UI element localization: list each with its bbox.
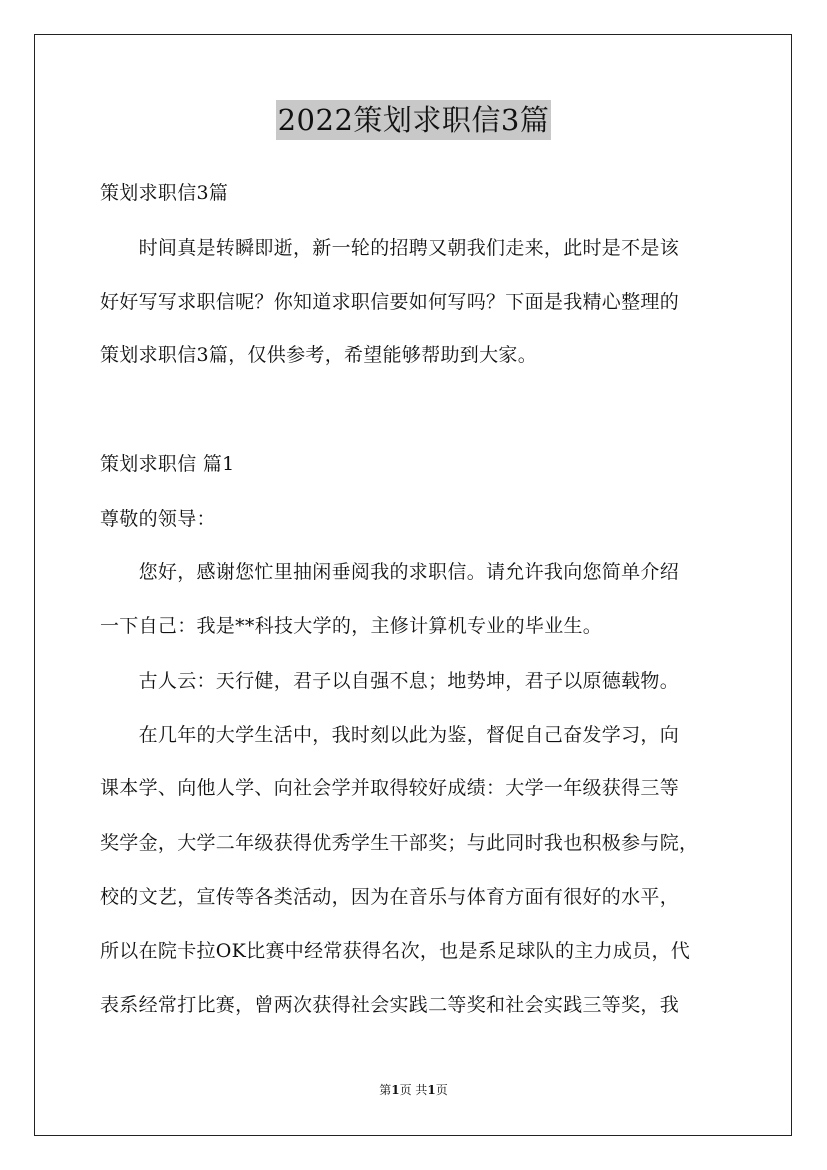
paragraph-line: 策划求职信3篇，仅供参考，希望能够帮助到大家。 xyxy=(100,344,537,366)
page-footer xyxy=(0,1082,827,1098)
paragraph-line: 校的文艺，宣传等各类活动，因为在音乐与体育方面有很好的水平， xyxy=(100,886,680,908)
footer-middle: 页 共 xyxy=(399,1083,428,1097)
section-heading: 策划求职信 篇1 xyxy=(100,453,235,475)
paragraph-line: 课本学、向他人学、向社会学并取得较好成绩：大学一年级获得三等 xyxy=(100,777,680,799)
paragraph-line: 一下自己：我是**科技大学的，主修计算机专业的毕业生。 xyxy=(100,615,603,637)
title-wrap xyxy=(0,100,827,140)
intro-heading: 策划求职信3篇 xyxy=(100,182,229,204)
paragraph-line: 时间真是转瞬即逝，新一轮的招聘又朝我们走来，此时是不是该 xyxy=(100,237,680,259)
salutation: 尊敬的领导： xyxy=(100,508,216,530)
paragraph-line: 好好写写求职信呢？你知道求职信要如何写吗？下面是我精心整理的 xyxy=(100,291,680,313)
paragraph-line: 您好，感谢您忙里抽闲垂阅我的求职信。请允许我向您简单介绍 xyxy=(100,561,680,583)
footer-suffix: 页 xyxy=(435,1083,448,1097)
footer-prefix: 第 xyxy=(379,1083,392,1097)
document-title: 2022策划求职信3篇 xyxy=(276,100,552,140)
paragraph-line: 在几年的大学生活中，我时刻以此为鉴，督促自己奋发学习，向 xyxy=(100,724,680,746)
paragraph-line: 古人云：天行健，君子以自强不息；地势坤，君子以原德载物。 xyxy=(100,670,680,692)
paragraph-line: 表系经常打比赛，曾两次获得社会实践二等奖和社会实践三等奖，我 xyxy=(100,994,680,1016)
paragraph-line: 奖学金，大学二年级获得优秀学生干部奖；与此同时我也积极参与院， xyxy=(100,832,699,854)
footer-total-pages: 1 xyxy=(427,1083,436,1097)
paragraph-line: 所以在院卡拉OK比赛中经常获得名次，也是系足球队的主力成员，代 xyxy=(100,940,691,962)
footer-page-number: 1 xyxy=(391,1083,400,1097)
